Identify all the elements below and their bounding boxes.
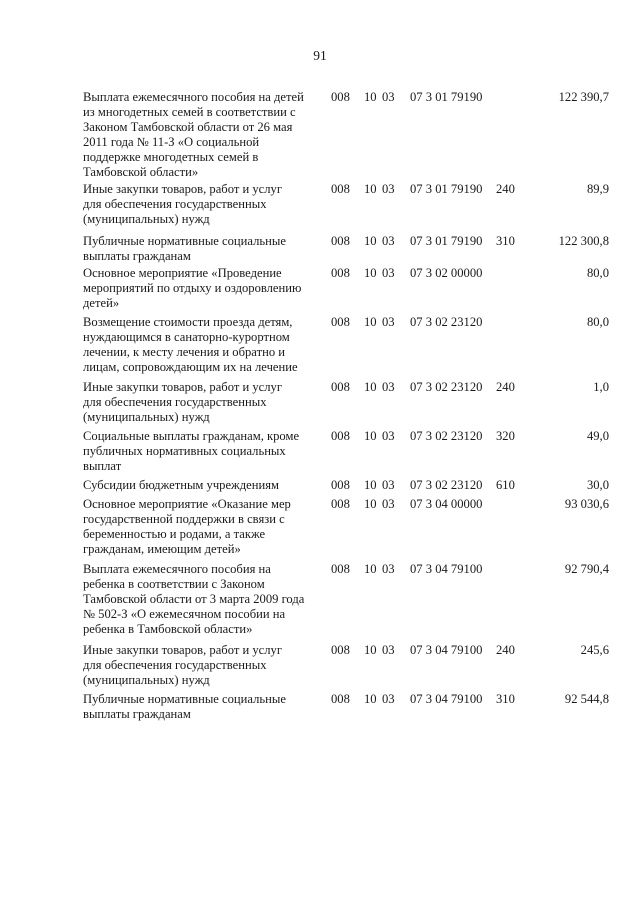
description-line: из многодетных семей в соответствии с [83, 105, 296, 119]
target-article-code: 07 3 02 23120 [410, 429, 483, 443]
amount-value: 93 030,6 [564, 497, 609, 511]
section-code: 10 [364, 315, 377, 329]
description-line: Тамбовской области от 3 марта 2009 года [83, 592, 305, 606]
description-line: для обеспечения государственных [83, 395, 267, 409]
description-line: Публичные нормативные социальные [83, 234, 286, 248]
description-line: выплаты гражданам [83, 249, 191, 263]
row-description [83, 497, 323, 557]
row-description [83, 315, 323, 375]
description-line: Выплата ежемесячного пособия на [83, 562, 271, 576]
description-line: лечении, к месту лечения и обратно и [83, 345, 285, 359]
row-description [83, 478, 323, 493]
subsection-code: 03 [382, 497, 395, 511]
row-description [83, 266, 323, 311]
subsection-code: 03 [382, 692, 395, 706]
amount-value: 1,0 [593, 380, 609, 394]
description-line: Основное мероприятие «Оказание мер [83, 497, 291, 511]
description-line: нуждающимся в санаторно-курортном [83, 330, 290, 344]
amount-value: 80,0 [586, 266, 609, 280]
description-line: Иные закупки товаров, работ и услуг [83, 380, 283, 394]
description-line: гражданам, имеющим детей» [83, 542, 241, 556]
description-line: Иные закупки товаров, работ и услуг [83, 643, 283, 657]
expense-type-code: 240 [496, 182, 515, 196]
section-code: 10 [364, 266, 377, 280]
ministry-code: 008 [331, 380, 350, 394]
description-line: публичных нормативных социальных [83, 444, 286, 458]
row-description [83, 692, 323, 722]
target-article-code: 07 3 04 00000 [410, 497, 483, 511]
target-article-code: 07 3 04 79100 [410, 562, 483, 576]
section-code: 10 [364, 643, 377, 657]
target-article-code: 07 3 04 79100 [410, 643, 483, 657]
section-code: 10 [364, 380, 377, 394]
description-line: (муниципальных) нужд [83, 410, 210, 424]
target-article-code: 07 3 04 79100 [410, 692, 483, 706]
description-line: государственной поддержки в связи с [83, 512, 285, 526]
description-line: выплаты гражданам [83, 707, 191, 721]
amount-value: 245,6 [580, 643, 609, 657]
ministry-code: 008 [331, 90, 350, 104]
section-code: 10 [364, 562, 377, 576]
subsection-code: 03 [382, 643, 395, 657]
amount-value: 49,0 [586, 429, 609, 443]
amount-value: 122 300,8 [558, 234, 609, 248]
description-line: детей» [83, 296, 120, 310]
ministry-code: 008 [331, 266, 350, 280]
row-description [83, 234, 323, 264]
target-article-code: 07 3 02 23120 [410, 380, 483, 394]
ministry-code: 008 [331, 478, 350, 492]
description-line: Основное мероприятие «Проведение [83, 266, 282, 280]
target-article-code: 07 3 01 79190 [410, 234, 483, 248]
ministry-code: 008 [331, 643, 350, 657]
amount-value: 92 544,8 [564, 692, 609, 706]
amount-value: 80,0 [586, 315, 609, 329]
target-article-code: 07 3 02 00000 [410, 266, 483, 280]
target-article-code: 07 3 01 79190 [410, 182, 483, 196]
expense-type-code: 610 [496, 478, 515, 492]
description-line: Иные закупки товаров, работ и услуг [83, 182, 283, 196]
ministry-code: 008 [331, 497, 350, 511]
ministry-code: 008 [331, 692, 350, 706]
ministry-code: 008 [331, 315, 350, 329]
description-line: беременностью и родами, а также [83, 527, 266, 541]
description-line: для обеспечения государственных [83, 658, 267, 672]
description-line: для обеспечения государственных [83, 197, 267, 211]
page-number: 91 [313, 48, 327, 63]
row-description [83, 643, 323, 688]
expense-type-code: 310 [496, 692, 515, 706]
row-description [83, 90, 323, 180]
expense-type-code: 240 [496, 380, 515, 394]
amount-value: 122 390,7 [558, 90, 609, 104]
description-line: Возмещение стоимости проезда детям, [83, 315, 293, 329]
section-code: 10 [364, 429, 377, 443]
section-code: 10 [364, 90, 377, 104]
description-line: мероприятий по отдыху и оздоровлению [83, 281, 302, 295]
expense-type-code: 310 [496, 234, 515, 248]
description-line: Субсидии бюджетным учреждениям [83, 478, 279, 492]
description-line: (муниципальных) нужд [83, 673, 210, 687]
amount-value: 92 790,4 [564, 562, 609, 576]
ministry-code: 008 [331, 429, 350, 443]
row-description [83, 380, 323, 425]
subsection-code: 03 [382, 234, 395, 248]
target-article-code: 07 3 02 23120 [410, 478, 483, 492]
section-code: 10 [364, 478, 377, 492]
description-line: (муниципальных) нужд [83, 212, 210, 226]
description-line: лицам, сопровождающим их на лечение [83, 360, 298, 374]
description-line: Социальные выплаты гражданам, кроме [83, 429, 300, 443]
description-line: Законом Тамбовской области от 26 мая [83, 120, 293, 134]
target-article-code: 07 3 01 79190 [410, 90, 483, 104]
section-code: 10 [364, 497, 377, 511]
row-description [83, 562, 323, 637]
description-line: 2011 года № 11-З «О социальной [83, 135, 260, 149]
expense-type-code: 320 [496, 429, 515, 443]
amount-value: 30,0 [586, 478, 609, 492]
subsection-code: 03 [382, 478, 395, 492]
target-article-code: 07 3 02 23120 [410, 315, 483, 329]
subsection-code: 03 [382, 90, 395, 104]
description-line: Выплата ежемесячного пособия на детей [83, 90, 304, 104]
subsection-code: 03 [382, 182, 395, 196]
row-description [83, 429, 323, 474]
section-code: 10 [364, 692, 377, 706]
amount-value: 89,9 [586, 182, 609, 196]
subsection-code: 03 [382, 429, 395, 443]
description-line: выплат [83, 459, 122, 473]
ministry-code: 008 [331, 182, 350, 196]
subsection-code: 03 [382, 380, 395, 394]
ministry-code: 008 [331, 234, 350, 248]
expense-type-code: 240 [496, 643, 515, 657]
row-description [83, 182, 323, 227]
subsection-code: 03 [382, 266, 395, 280]
description-line: ребенка в Тамбовской области» [83, 622, 253, 636]
section-code: 10 [364, 182, 377, 196]
ministry-code: 008 [331, 562, 350, 576]
description-line: поддержке многодетных семей в [83, 150, 259, 164]
description-line: Публичные нормативные социальные [83, 692, 286, 706]
description-line: ребенка в соответствии с Законом [83, 577, 265, 591]
subsection-code: 03 [382, 315, 395, 329]
description-line: Тамбовской области» [83, 165, 199, 179]
subsection-code: 03 [382, 562, 395, 576]
section-code: 10 [364, 234, 377, 248]
description-line: № 502-З «О ежемесячном пособии на [83, 607, 286, 621]
